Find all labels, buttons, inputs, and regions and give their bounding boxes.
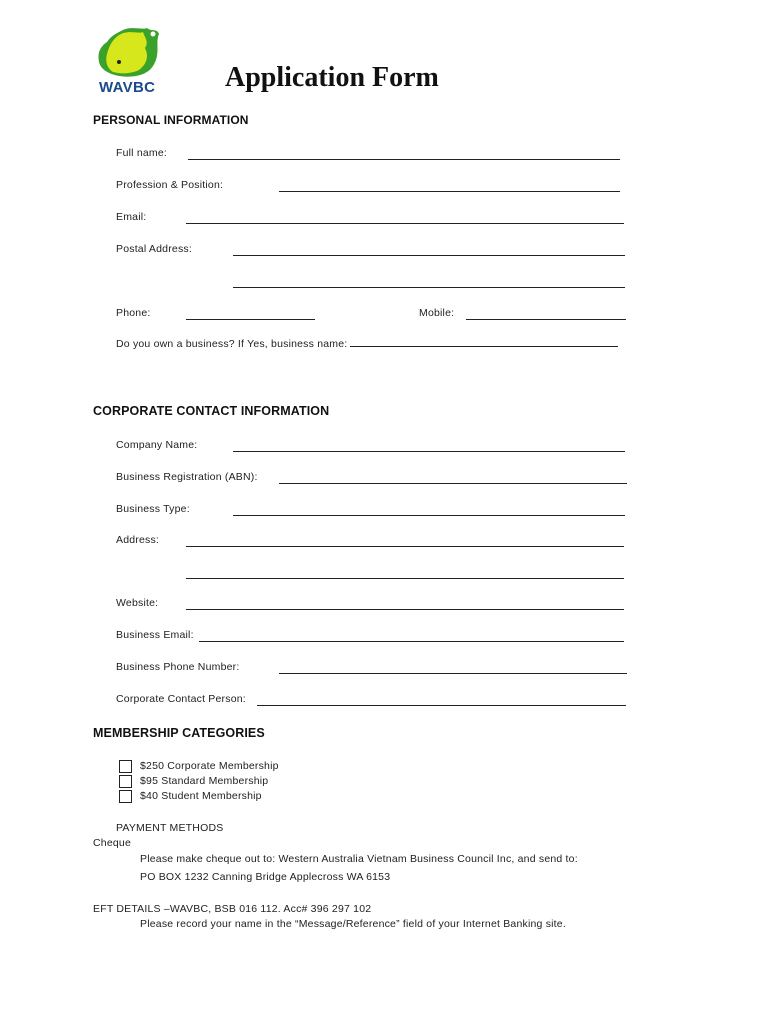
business-email-label: Business Email: (116, 629, 194, 641)
business-type-label: Business Type: (116, 503, 190, 515)
business-email-field[interactable] (199, 641, 624, 642)
postal-address-label: Postal Address: (116, 243, 192, 255)
full-name-label: Full name: (116, 147, 168, 159)
business-phone-label: Business Phone Number: (116, 661, 240, 673)
corporate-membership-label: $250 Corporate Membership (140, 760, 279, 772)
logo (95, 24, 165, 98)
address-field-1[interactable] (186, 546, 624, 547)
business-phone-field[interactable] (279, 673, 627, 674)
cheque-label: Cheque (93, 837, 131, 849)
phone-field[interactable] (186, 319, 315, 320)
business-name-field[interactable] (350, 346, 618, 347)
postal-address-field-2[interactable] (233, 287, 625, 288)
profession-field[interactable] (279, 191, 620, 192)
email-field[interactable] (186, 223, 624, 224)
postal-address-field-1[interactable] (233, 255, 625, 256)
contact-person-field[interactable] (257, 705, 626, 706)
company-name-field[interactable] (233, 451, 625, 452)
phone-label: Phone: (116, 307, 151, 319)
email-label: Email: (116, 211, 147, 223)
standard-membership-label: $95 Standard Membership (140, 775, 269, 787)
student-membership-label: $40 Student Membership (140, 790, 262, 802)
mobile-field[interactable] (466, 319, 626, 320)
cheque-address: PO BOX 1232 Canning Bridge Applecross WA 6153 (140, 871, 391, 883)
website-field[interactable] (186, 609, 624, 610)
student-membership-checkbox[interactable] (119, 790, 132, 803)
corporate-membership-checkbox[interactable] (119, 760, 132, 773)
website-label: Website: (116, 597, 159, 609)
membership-heading: MEMBERSHIP CATEGORIES (93, 726, 265, 740)
abn-field[interactable] (279, 483, 627, 484)
page-title: Application Form (225, 62, 439, 93)
own-business-row (116, 338, 618, 350)
mobile-label: Mobile: (419, 307, 455, 319)
full-name-field[interactable] (188, 159, 620, 160)
eft-details: EFT DETAILS –WAVBC, BSB 016 112. Acc# 396 297 102 (93, 903, 372, 915)
own-business-label: Do you own a business? If Yes, business name: (116, 338, 348, 350)
address-field-2[interactable] (186, 578, 624, 579)
wavbc-logo-mark (95, 24, 165, 80)
standard-membership-checkbox[interactable] (119, 775, 132, 788)
payment-methods-heading: PAYMENT METHODS (116, 822, 224, 834)
personal-heading: PERSONAL INFORMATION (93, 113, 249, 127)
contact-person-label: Corporate Contact Person: (116, 693, 246, 705)
cheque-instructions: Please make cheque out to: Western Australia Vietnam Business Council Inc, and send to: (140, 853, 578, 865)
corporate-heading: CORPORATE CONTACT INFORMATION (93, 404, 330, 418)
eft-note: Please record your name in the “Message/Reference” field of your Internet Banking site. (140, 918, 566, 930)
company-name-label: Company Name: (116, 439, 198, 451)
logo-text: WAVBC (99, 79, 156, 96)
abn-label: Business Registration (ABN): (116, 471, 258, 483)
business-type-field[interactable] (233, 515, 625, 516)
address-label: Address: (116, 534, 160, 546)
profession-label: Profession & Position: (116, 179, 224, 191)
